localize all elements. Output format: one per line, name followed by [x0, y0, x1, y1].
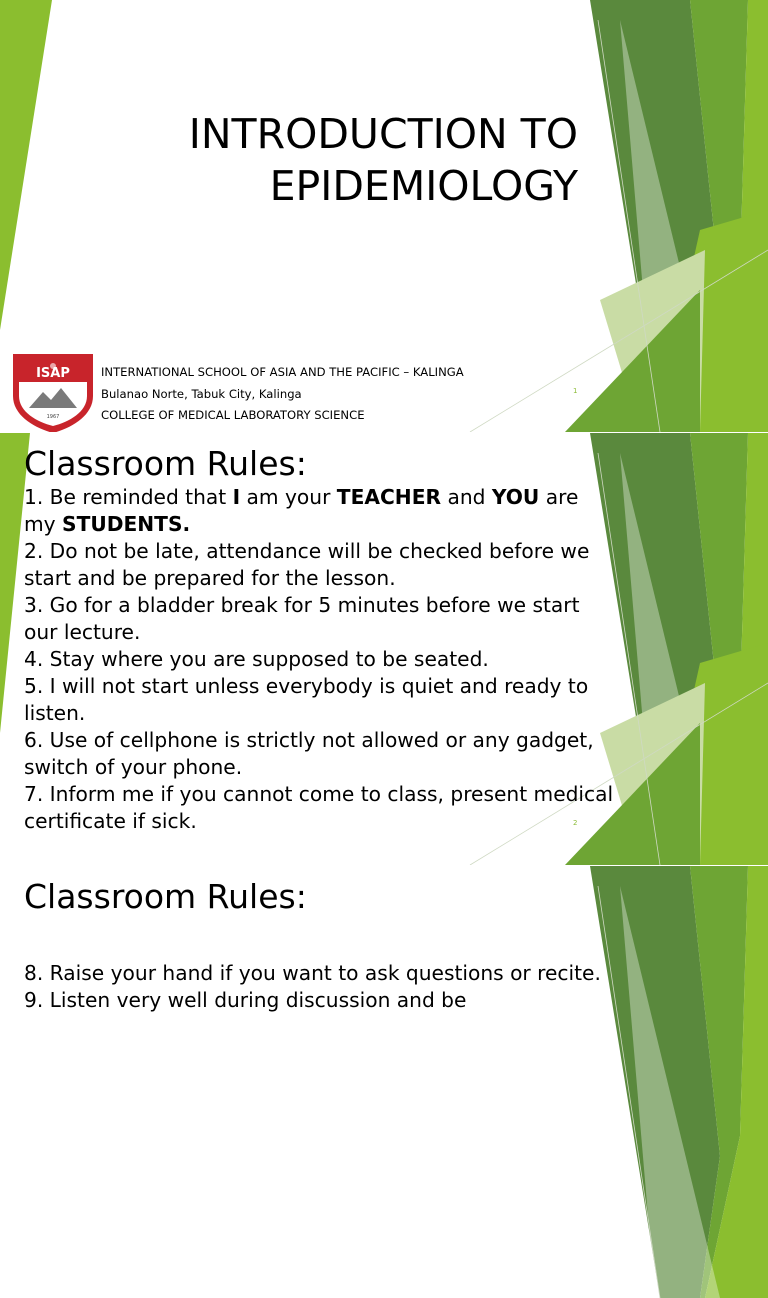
rule-text: 6. Use of cellphone is strictly not allowed or any gadget, switch of your phone.: [24, 728, 594, 779]
rule-text-bold: STUDENTS.: [62, 512, 191, 536]
rule-item: [24, 781, 614, 835]
logo-year: 1967: [46, 414, 60, 420]
slide-1: [0, 0, 768, 432]
green-decoration-graphic: [0, 866, 768, 1298]
rule-text: are my: [24, 485, 579, 536]
rule-item: [24, 987, 614, 1014]
rule-item: [24, 673, 614, 727]
slide-3: [0, 866, 768, 1298]
institution-name: INTERNATIONAL SCHOOL OF ASIA AND THE PACIFIC – KALINGA: [101, 365, 464, 379]
rule-item: [24, 592, 614, 646]
rule-text: 3. Go for a bladder break for 5 minutes before we start our lecture.: [24, 593, 580, 644]
rule-item: [24, 538, 614, 592]
rule-text: and: [441, 485, 492, 509]
rule-text: 4. Stay where you are supposed to be seated.: [24, 647, 489, 671]
slide-number: 1: [573, 387, 578, 395]
rule-text: 8. Raise your hand if you want to ask questions or recite.: [24, 961, 601, 985]
rules-list: [24, 484, 614, 835]
rules-list: [24, 960, 614, 1014]
institution-address: Bulanao Norte, Tabuk City, Kalinga: [101, 386, 302, 401]
rule-text: 1. Be reminded that: [24, 485, 233, 509]
rule-text: am your: [240, 485, 337, 509]
title-line-2: EPIDEMIOLOGY: [269, 162, 578, 210]
slide-2: [0, 433, 768, 865]
rule-item: [24, 727, 614, 781]
institution-college: COLLEGE OF MEDICAL LABORATORY SCIENCE: [101, 408, 365, 422]
rule-item: [24, 484, 614, 538]
rule-text-bold: I: [232, 485, 241, 509]
rule-text-bold: YOU: [491, 485, 540, 509]
rule-text: 5. I will not start unless everybody is quiet and ready to listen.: [24, 674, 589, 725]
rule-item: [24, 960, 614, 987]
logo-text: ISAP: [36, 366, 70, 381]
rule-text: 9. Listen very well during discussion and be: [24, 988, 467, 1012]
rule-text: 7. Inform me if you cannot come to class, present medical certificate if sick.: [24, 782, 614, 833]
presentation-title: [120, 108, 578, 212]
rule-text: 2. Do not be late, attendance will be checked before we start and be prepared for the lesson.: [24, 539, 590, 590]
isap-logo-icon: [11, 352, 95, 432]
rule-text-bold: TEACHER: [336, 485, 442, 509]
slide-number: 2: [573, 819, 578, 827]
slide-title: Classroom Rules:: [24, 444, 307, 483]
title-line-1: INTRODUCTION TO: [188, 110, 578, 158]
institution-info: [101, 362, 464, 427]
rule-item: [24, 646, 614, 673]
slide-title: Classroom Rules:: [24, 877, 307, 916]
